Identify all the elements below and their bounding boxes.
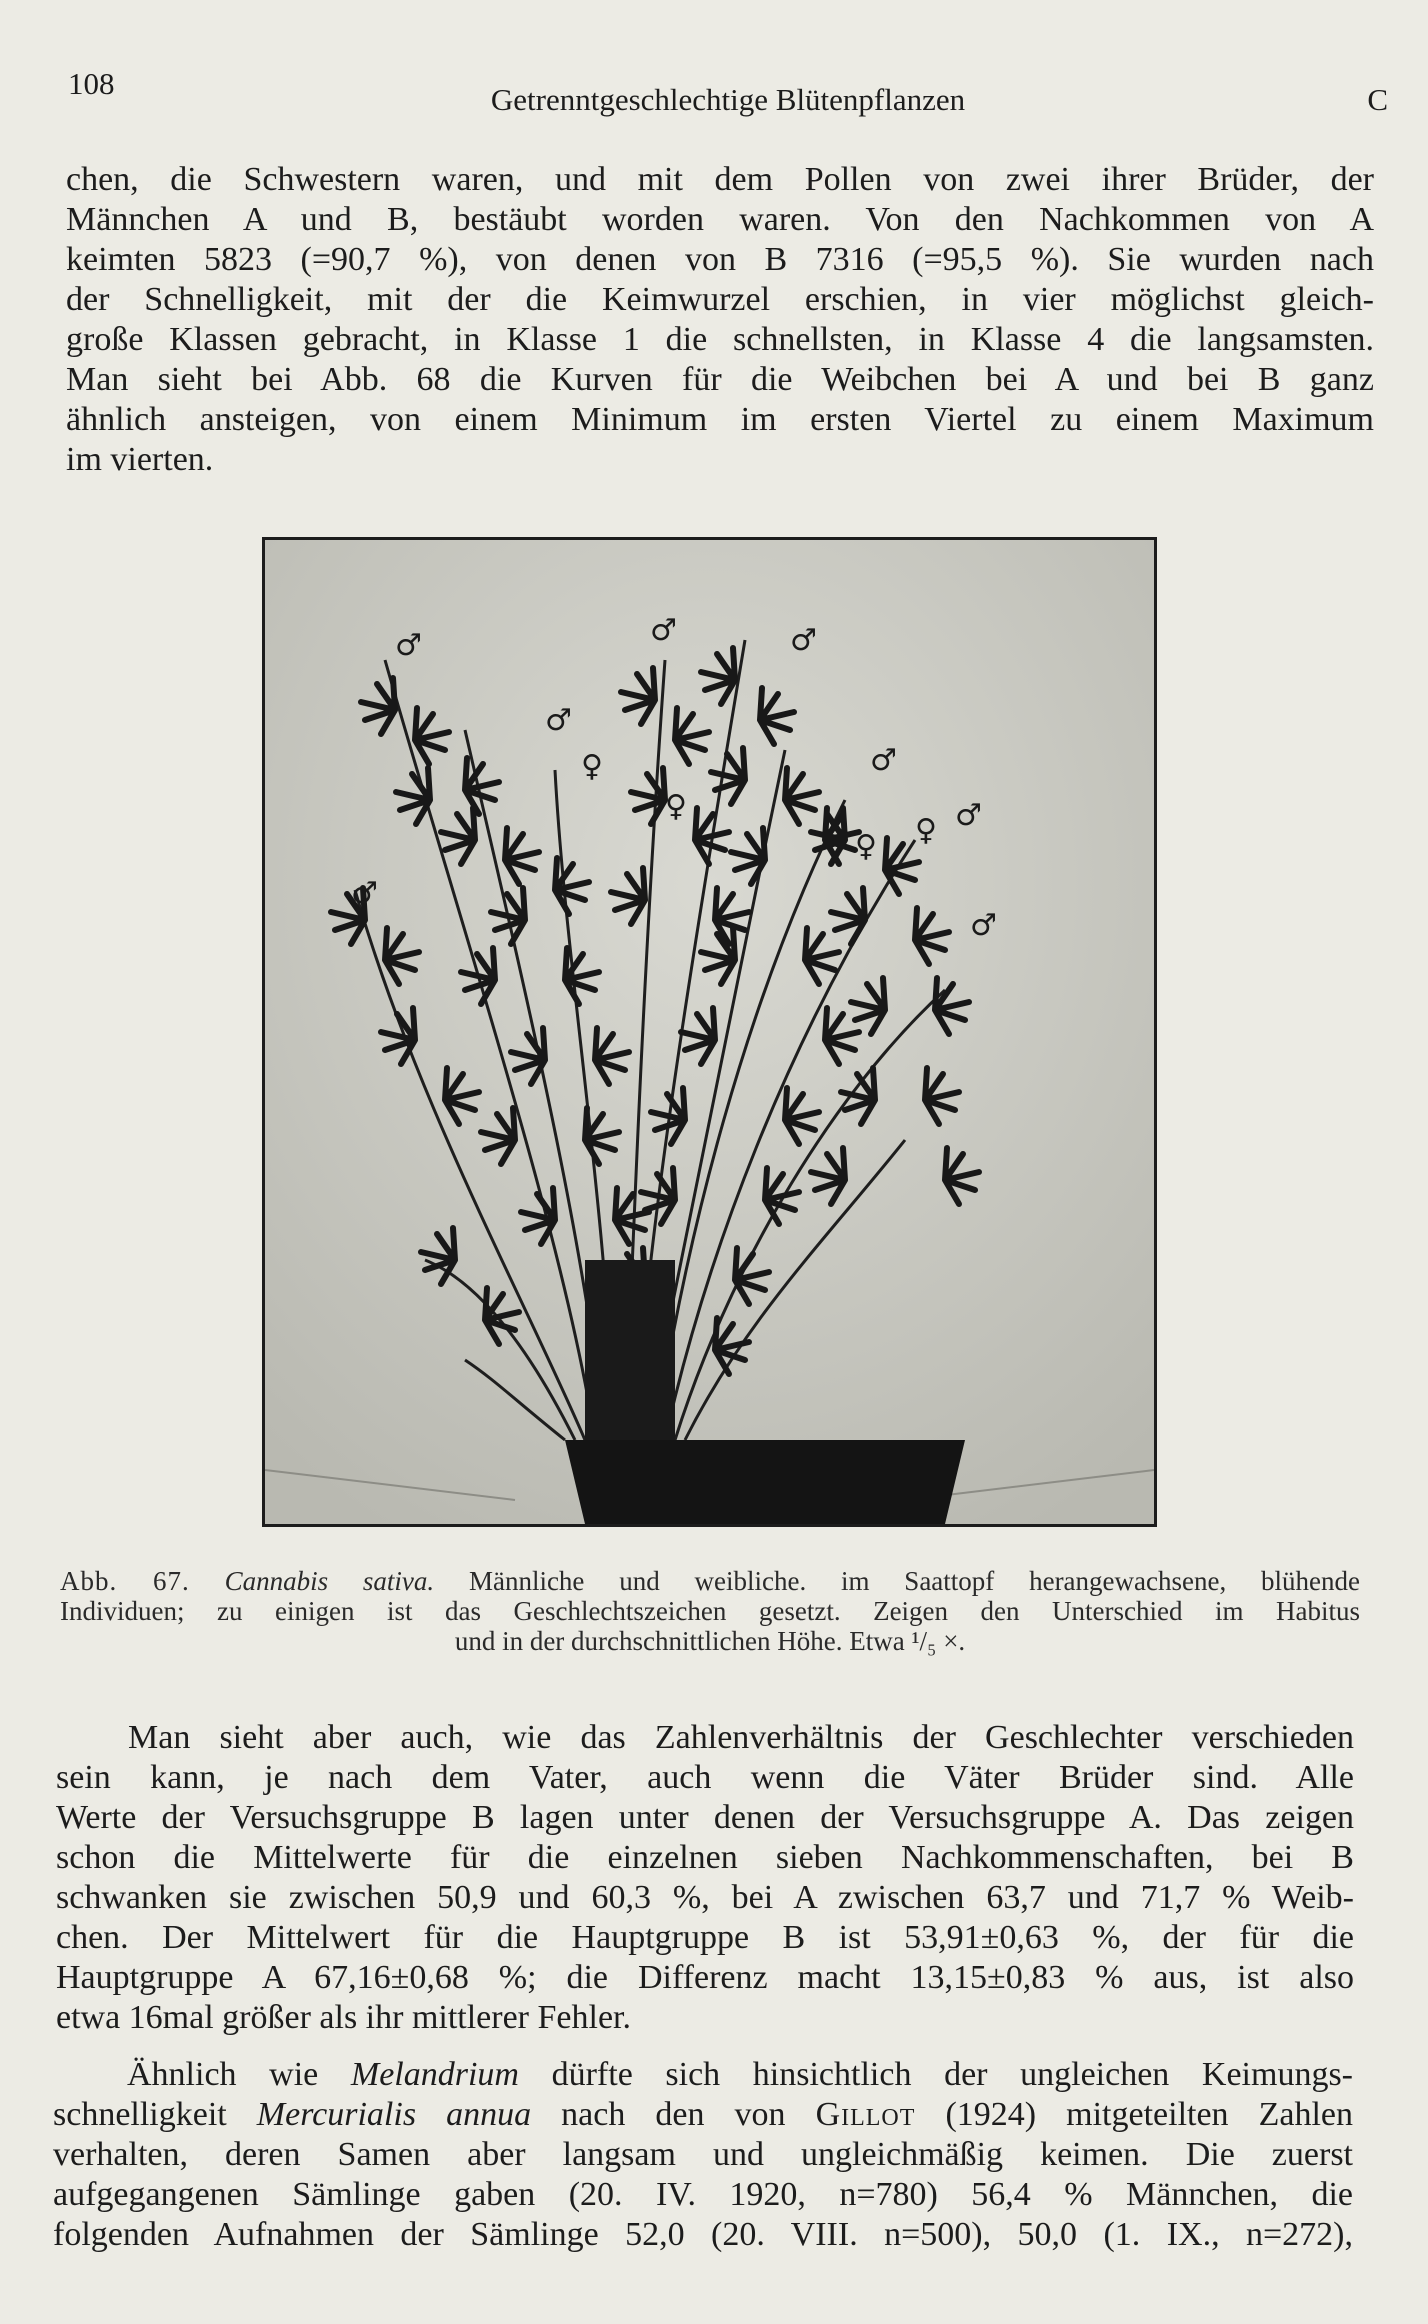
paragraph-sex-ratio [56, 1718, 1354, 2038]
caption-line: Individuen; zu einigen ist das Geschlechtszeichen gesetzt. Zeigen den Unterschied im Habitus [60, 1596, 1360, 1626]
text-line: Hauptgruppe A 67,16±0,68 %; die Differenz macht 13,15±0,83 % aus, ist also [56, 1959, 1354, 1996]
text-line: etwa 16mal größer als ihr mittlerer Fehler. [56, 1999, 631, 2036]
seed-pot [565, 1440, 965, 1524]
text-fragment: Ähnlich wie [127, 2056, 351, 2093]
taxon-name: Mercurialis annua [256, 2096, 532, 2133]
male-symbol: ♂ [870, 743, 897, 778]
text-fragment: nach den von [531, 2096, 816, 2133]
text-fragment: (1924) mitgeteilten Zahlen [915, 2096, 1353, 2133]
text-fragment: schnelligkeit [53, 2096, 257, 2133]
text-line [53, 2055, 1353, 2095]
figure-caption [60, 1566, 1360, 1656]
text-line: folgenden Aufnahmen der Sämlinge 52,0 (20. VIII. n=500), 50,0 (1. IX., n=272), [53, 2216, 1353, 2253]
text-line: im vierten. [66, 441, 214, 478]
central-stem-mass [585, 1260, 675, 1440]
text-line: ähnlich ansteigen, von einem Minimum im ersten Viertel zu einem Maximum [66, 401, 1374, 438]
text-line: aufgegangenen Sämlinge gaben (20. IV. 1920, n=780) 56,4 % Männchen, die [53, 2176, 1353, 2213]
text-line: schwanken sie zwischen 50,9 und 60,3 %, bei A zwischen 63,7 und 71,7 % Weib- [56, 1879, 1354, 1916]
female-symbol: ♀ [915, 813, 937, 848]
figure-label: Abb. 67. [60, 1566, 190, 1596]
paragraph-mercurialis [53, 2055, 1353, 2255]
cannabis-plant-illustration [265, 540, 1154, 1524]
page-number: 108 [68, 66, 115, 101]
female-symbol: ♀ [665, 789, 687, 824]
caption-line: und in der durchschnittlichen Höhe. Etwa ¹/₅ ×. [454, 1626, 966, 1656]
text-line: verhalten, deren Samen aber langsam und ungleichmäßig keimen. Die zuerst [53, 2136, 1353, 2173]
section-letter: C [1367, 82, 1388, 117]
male-symbol: ♂ [545, 703, 572, 738]
caption-text: Männliche und weibliche. im Saattopf herangewachsene, blühende [468, 1566, 1360, 1596]
text-line: große Klassen gebracht, in Klasse 1 die schnellsten, in Klasse 4 die langsamsten. [66, 321, 1374, 358]
taxon-name: Cannabis sativa. [224, 1566, 435, 1596]
male-symbol: ♂ [650, 613, 677, 648]
text-line: Männchen A und B, bestäubt worden waren. Von den Nachkommen von A [66, 201, 1374, 238]
text-line [53, 2095, 1353, 2135]
female-symbol: ♀ [855, 829, 877, 864]
running-head [68, 66, 1388, 116]
text-line: chen. Der Mittelwert für die Hauptgruppe B ist 53,91±0,63 %, der für die [56, 1919, 1354, 1956]
caption-line [60, 1566, 1360, 1596]
text-line: Man sieht aber auch, wie das Zahlenverhältnis der Geschlechter verschieden [128, 1719, 1354, 1756]
male-symbol: ♂ [351, 876, 378, 911]
text-line: keimten 5823 (=90,7 %), von denen von B 7316 (=95,5 %). Sie wurden nach [66, 241, 1374, 278]
text-fragment: dürfte sich hinsichtlich der ungleichen Keimungs- [518, 2056, 1353, 2093]
text-line: sein kann, je nach dem Vater, auch wenn die Väter Brüder sind. Alle [56, 1759, 1354, 1796]
paragraph-top [66, 160, 1374, 480]
text-line: Werte der Versuchsgruppe B lagen unter denen der Versuchsgruppe A. Das zeigen [56, 1799, 1354, 1836]
figure-cannabis-photo [262, 537, 1157, 1527]
running-title: Getrenntgeschlechtige Blütenpflanzen [490, 82, 966, 117]
author-name: Gillot [815, 2096, 916, 2133]
text-line: chen, die Schwestern waren, und mit dem Pollen von zwei ihrer Brüder, der [66, 161, 1374, 198]
text-line: Man sieht bei Abb. 68 die Kurven für die Weibchen bei A und bei B ganz [66, 361, 1374, 398]
male-symbol: ♂ [955, 798, 982, 833]
taxon-name: Melandrium [350, 2056, 519, 2093]
female-symbol: ♀ [581, 749, 603, 784]
male-symbol: ♂ [790, 623, 817, 658]
text-line: schon die Mittelwerte für die einzelnen sieben Nachkommenschaften, bei B [56, 1839, 1354, 1876]
text-line: der Schnelligkeit, mit der die Keimwurzel erschien, in vier möglichst gleich- [66, 281, 1374, 318]
male-symbol: ♂ [970, 908, 997, 943]
male-symbol: ♂ [395, 628, 422, 663]
